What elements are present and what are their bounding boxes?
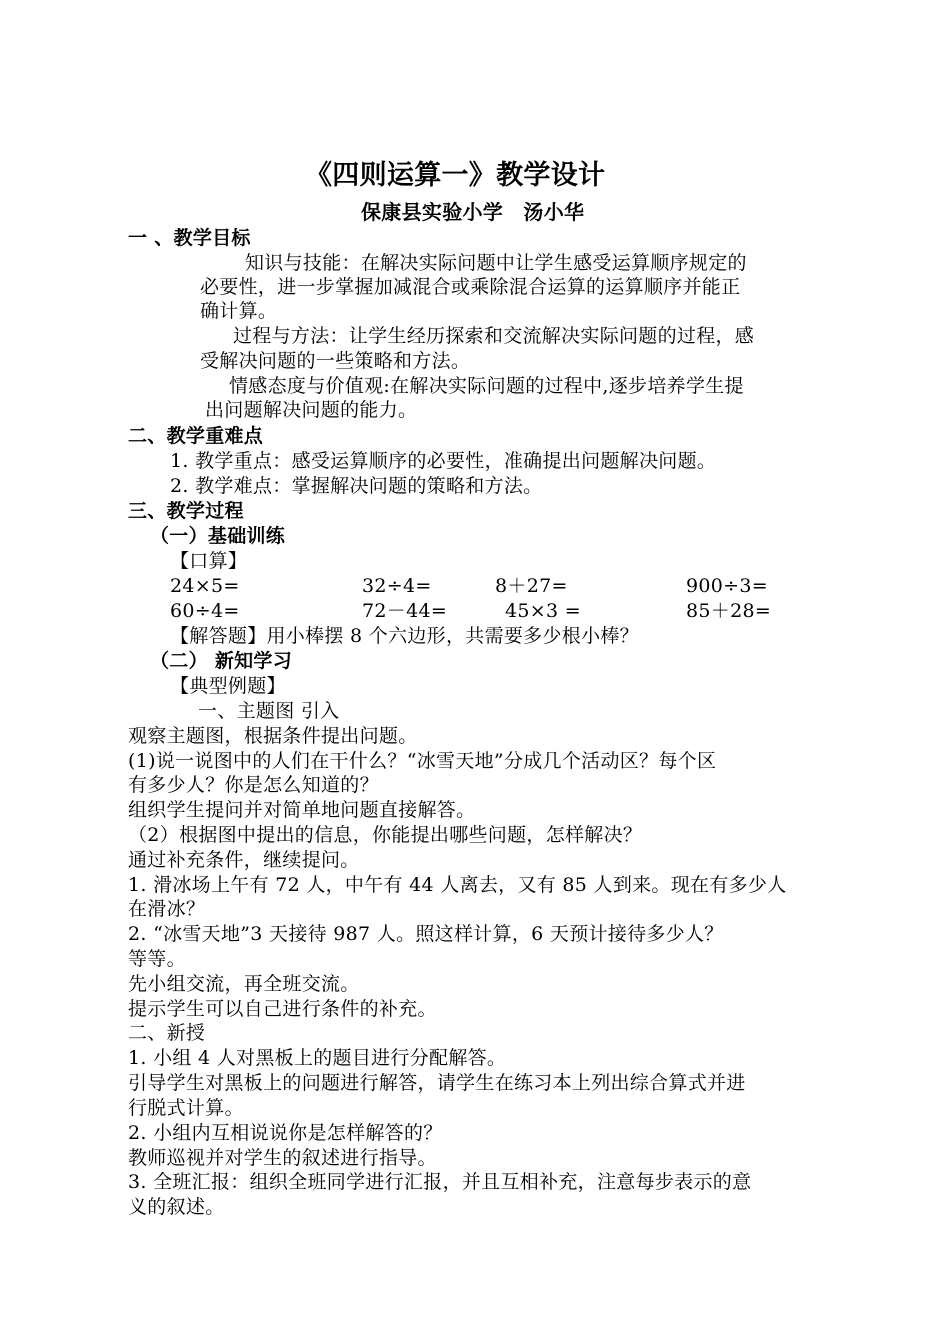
typical-example-label: 【典型例题】 [170,675,286,697]
paragraph-line: 过程与方法：让学生经历探索和交流解决实际问题的过程，感 [233,325,755,347]
oral-calc-item: 8＋27= [495,575,568,597]
section-heading-objectives: 一 、教学目标 [128,227,251,249]
answer-question: 【解答题】用小棒摆 8 个六边形，共需要多少根小棒？ [170,625,639,647]
body-line: 组织学生提问并对简单地问题直接解答。 [128,799,476,821]
body-line: （2）根据图中提出的信息，你能提出哪些问题，怎样解决？ [128,824,643,846]
paragraph-line: 确计算。 [200,300,278,322]
body-line: 行脱式计算。 [128,1097,244,1119]
section-heading-key-points: 二、教学重难点 [128,425,264,447]
body-line: 提示学生可以自己进行条件的补充。 [128,998,437,1020]
body-line: 引导学生对黑板上的问题进行解答，请学生在练习本上列出综合算式并进 [128,1072,746,1094]
body-line: 二、新授 [128,1022,206,1044]
intro-line: 一、主题图 引入 [198,700,340,722]
body-line: 1. 小组 4 人对黑板上的题目进行分配解答。 [128,1047,507,1069]
body-line: (1)说一说图中的人们在干什么？“冰雪天地”分成几个活动区？每个区 [128,750,717,772]
oral-calc-item: 60÷4= [170,600,240,622]
body-line: 有多少人？你是怎么知道的？ [128,774,379,796]
section-heading-process: 三、教学过程 [128,500,244,522]
body-line: 通过补充条件，继续提问。 [128,849,360,871]
body-line: 在滑冰？ [128,898,206,920]
list-item: 1. 教学重点：感受运算顺序的必要性，准确提出问题解决问题。 [170,450,717,472]
oral-calc-item: 85＋28= [686,600,772,622]
body-line: 3. 全班汇报：组织全班同学进行汇报，并且互相补充，注意每步表示的意 [128,1171,752,1193]
paragraph-line: 必要性，进一步掌握加减混合或乘除混合运算的运算顺序并能正 [200,276,741,298]
paragraph-line: 情感态度与价值观:在解决实际问题的过程中,逐步培养学生提 [229,375,744,397]
body-line: 观察主题图，根据条件提出问题。 [128,725,418,747]
oral-calc-item: 45×3 = [505,600,581,622]
body-line: 先小组交流，再全班交流。 [128,973,360,995]
body-line: 1. 滑冰场上午有 72 人，中午有 44 人离去，又有 85 人到来。现在有多少人 [128,874,787,896]
oral-calc-label: 【口算】 [170,550,248,572]
body-line: 义的叙述。 [128,1196,225,1218]
subsection-basic-training: （一）基础训练 [150,525,286,547]
list-item: 2. 教学难点：掌握解决问题的策略和方法。 [170,475,543,497]
author-line: 保康县实验小学 汤小华 [361,200,585,224]
oral-calc-item: 72－44= [362,600,448,622]
oral-calc-item: 24×5= [170,575,240,597]
body-line: 2. 小组内互相说说你是怎样解答的？ [128,1122,443,1144]
subsection-new-knowledge: （二） 新知学习 [150,650,293,672]
body-line: 教师巡视并对学生的叙述进行指导。 [128,1147,437,1169]
paragraph-line: 知识与技能：在解决实际问题中让学生感受运算顺序规定的 [245,252,747,274]
body-line: 2. “冰雪天地”3 天接待 987 人。照这样计算，6 天预计接待多少人？ [128,923,724,945]
body-line: 等等。 [128,948,186,970]
document-title: 《四则运算一》教学设计 [305,160,606,191]
paragraph-line: 出问题解决问题的能力。 [205,399,418,421]
oral-calc-item: 32÷4= [362,575,432,597]
paragraph-line: 受解决问题的一些策略和方法。 [200,350,471,372]
oral-calc-item: 900÷3= [686,575,768,597]
